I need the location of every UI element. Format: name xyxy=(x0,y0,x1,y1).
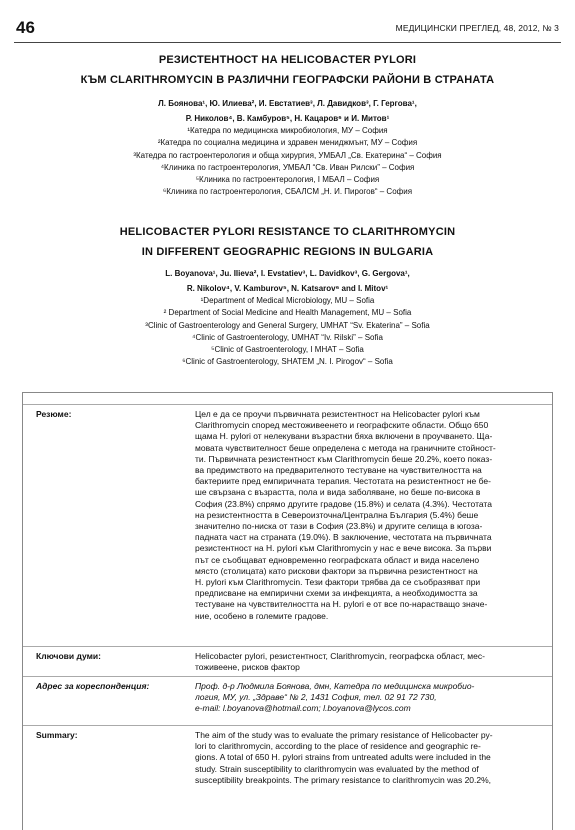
en-affiliation: ¹Department of Medical Microbiology, MU – Sofia xyxy=(200,296,375,305)
en-affiliation: ⁴Clinic of Gastroenterology, UMHAT “Iv. Rilski” – Sofia xyxy=(192,332,383,342)
address-line: логия, МУ, ул. „Здраве“ № 2, 1431 София, тел. 02 91 72 730, xyxy=(195,692,437,703)
row-divider xyxy=(23,646,552,647)
en-affiliations xyxy=(0,295,575,369)
summary-line: susceptibility breakpoints. The primary resistance to clarithromycin was 20.2%, xyxy=(195,774,492,785)
summary-line: study. Strain susceptibility to clarithromycin was evaluated by the method of xyxy=(195,763,479,774)
en-author-line: R. Nikolov⁴, V. Kamburov⁵, N. Katsarov⁶ and I. Mitov¹ xyxy=(186,284,389,294)
en-title-line: HELICOBACTER PYLORI RESISTANCE TO CLARITHROMYCIN xyxy=(119,226,456,238)
summary-line: lori to clarithromycin, according to the place of residence and geographic re- xyxy=(195,741,481,752)
row-divider xyxy=(23,676,552,677)
resume-line: ше свързана с възрастта, пола и вида заболяване, но беше по-висока в xyxy=(195,487,481,498)
bg-author-line: Р. Николов⁴, В. Камбуров⁵, Н. Кацаров⁶ и И. Митов¹ xyxy=(185,114,390,124)
page-header xyxy=(16,20,559,42)
en-affiliation: ³Clinic of Gastroenterology and General Surgery, UMHAT “Sv. Ekaterina” – Sofia xyxy=(145,320,430,330)
resume-line: щама H. pylori от нелекувани възрастни бяха включени в проучването. Ща- xyxy=(195,431,493,442)
summary-line: The aim of the study was to evaluate the primary resistance of Helicobacter py- xyxy=(195,730,493,740)
en-title xyxy=(0,222,575,262)
bg-affiliation: ⁵Клиника по гастроентерология, I МБАЛ – София xyxy=(195,175,380,185)
bg-author-line: Л. Боянова¹, Ю. Илиева², И. Евстатиев³, Л. Давидков³, Г. Гергова¹, xyxy=(158,99,417,108)
summary-text xyxy=(195,730,540,786)
bg-title-line: КЪМ CLARITHROMYCIN В РАЗЛИЧНИ ГЕОГРАФСКИ РАЙОНИ В СТРАНАТА xyxy=(80,74,495,86)
bg-affiliation: ³Катедра по гастроентерология и обща хирургия, УМБАЛ „Св. Екатерина“ – София xyxy=(133,150,442,160)
resume-label: Резюме: xyxy=(36,409,72,419)
en-author-line: L. Boyanova¹, Ju. Ilieva², I. Evstatiev³, L. Davidkov³, G. Gergova¹, xyxy=(165,269,410,278)
bg-title xyxy=(0,50,575,90)
keywords-line: Helicobacter pylori, резистентност, Clarithromycin, географска област, мес- xyxy=(195,651,485,661)
bg-title-line: РЕЗИСТЕНТНОСТ НА HELICOBACTER PYLORI xyxy=(158,54,417,66)
resume-line: тестуване на чувствителността на H. pylori е от все по-нарастващо значе- xyxy=(195,599,488,610)
resume-line: падната част на страната (19.0%). В заключение, честотата на първичната xyxy=(195,532,492,543)
resume-line: София (23.8%) спрямо другите градове (15.8%) и селата (4.3%). Честотата xyxy=(195,498,492,509)
row-divider xyxy=(23,725,552,726)
bg-affiliation: ²Катедра по социална медицина и здравен мениджмънт, МУ – София xyxy=(157,138,418,148)
resume-line: H. pylori към Clarithromycin. Тези фактори трябва да се съобразяват при xyxy=(195,577,481,588)
resume-line: Clarithromycin според местоживеенето и географските области. Общо 650 xyxy=(195,420,489,431)
address-text xyxy=(195,681,540,715)
en-affiliation: ² Department of Social Medicine and Health Management, MU – Sofia xyxy=(163,308,412,318)
resume-line: бактериите пред емпиричната терапия. Честотата на резистентност не бе- xyxy=(195,476,491,487)
summary-line: gions. A total of 650 H. pylori strains from untreated adults were included in the xyxy=(195,752,491,763)
row-divider xyxy=(23,404,552,405)
resume-line: значително по-ниска от тази в София (23.8%) и другите селища в югоза- xyxy=(195,521,483,532)
bg-affiliation: ⁶Клиника по гастроентерология, СБАЛСМ „Н. И. Пирогов“ – София xyxy=(162,187,413,197)
en-authors xyxy=(0,268,575,296)
address-line: Проф. д-р Людмила Боянова, дмн, Катедра по медицинска микробио- xyxy=(195,681,475,691)
resume-line: ти. Първичната резистентност към Clarithromycin беше 20.2%, което показ- xyxy=(195,453,493,464)
en-affiliation: ⁶Clinic of Gastroenterology, SHATEM „N. I. Pirogov“ – Sofia xyxy=(182,357,393,367)
bg-authors xyxy=(0,98,575,126)
abstract-table xyxy=(22,392,553,830)
resume-line: Цел е да се проучи първичната резистентност на Helicobacter pylori към xyxy=(195,409,480,419)
keywords-label: Ключови думи: xyxy=(36,651,101,661)
resume-line: предписване на емпирични схеми за инфекцията, а необходимостта за xyxy=(195,588,478,599)
page-number: 46 xyxy=(16,18,35,37)
address-line: e-mail: l.boyanova@hotmail.com; l.boyanova@lycos.com xyxy=(195,703,411,714)
keywords-line: тоживеене, рисков фактор xyxy=(195,662,300,673)
keywords-text xyxy=(195,651,540,673)
bg-affiliation: ⁴Клиника по гастроентерология, УМБАЛ “Св. Иван Рилски” – София xyxy=(160,162,415,172)
header-rule xyxy=(14,42,561,43)
resume-line: резистентност на H. pylori към Clarithromycin у нас е вече висока. За първи xyxy=(195,543,492,554)
resume-line: мовата чувствителност беше определена с метода на граничните стойност- xyxy=(195,442,496,453)
bg-affiliations xyxy=(0,125,575,199)
resume-line: път се съобщават едновременно географската област и вида населено xyxy=(195,554,480,565)
resume-line: ва предимството на предварителното тестуване на чувствителността на xyxy=(195,465,482,476)
en-affiliation: ⁵Clinic of Gastroenterology, I MHAT – Sofia xyxy=(211,345,364,355)
address-label: Адрес за кореспонденция: xyxy=(36,681,150,691)
resume-text xyxy=(195,409,540,622)
running-head: МЕДИЦИНСКИ ПРЕГЛЕД, 48, 2012, № 3 xyxy=(395,23,559,33)
resume-line: място (столицата) като рискови фактори за първична резистентност на xyxy=(195,565,478,576)
summary-label: Summary: xyxy=(36,730,78,740)
en-title-line: IN DIFFERENT GEOGRAPHIC REGIONS IN BULGARIA xyxy=(141,246,434,258)
bg-affiliation: ¹Катедра по медицинска микробиология, МУ – София xyxy=(187,126,388,135)
resume-line: на резистентността в Североизточна/Централна България (5.4%) беше xyxy=(195,509,479,520)
resume-line: ние, особено в големите градове. xyxy=(195,610,329,621)
